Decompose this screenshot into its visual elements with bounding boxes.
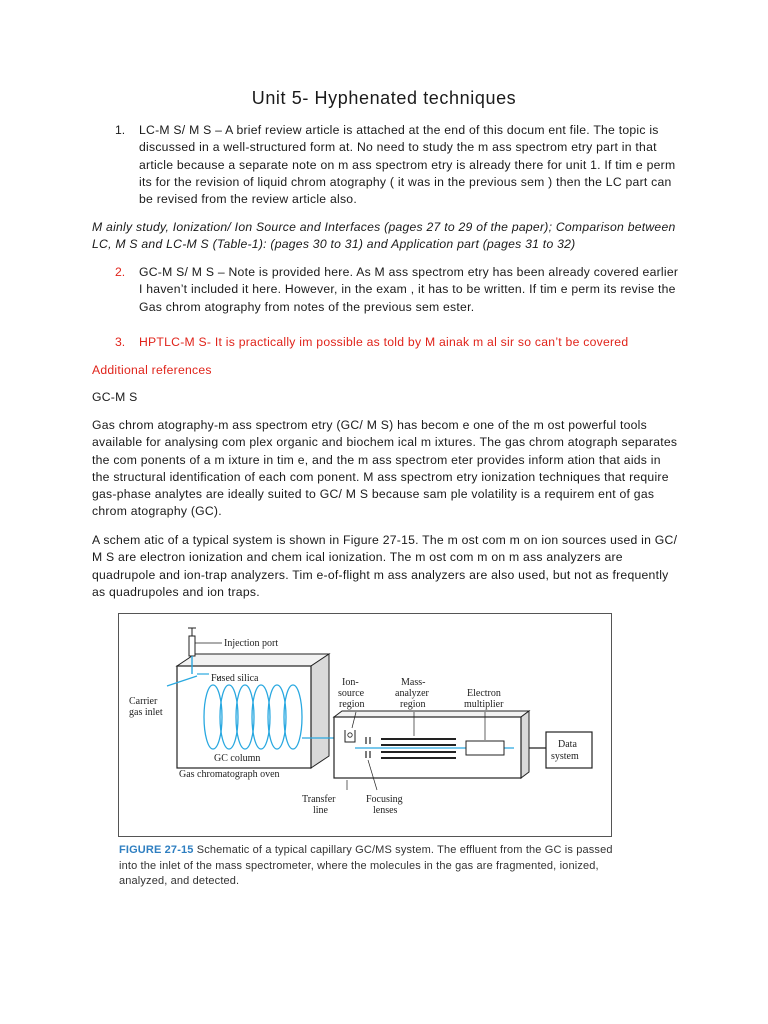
label-electron-2: multiplier [464,699,504,710]
additional-references-heading: Additional references [92,363,212,377]
label-mass-analyzer-3: region [400,699,426,710]
gcms-paragraph-1: Gas chrom atography-m ass spectrom etry (GC/ M S) has becom e one of the m ost powerful tools available for analysing com plex organic and biochem ical m ixtures. The gas chrom atograph separates the com ponents of a m ixture in tim e, and the m ass spectrom eter provides inform ation that aids in the structural identification of each com ponent. M ass spectrom etry ionization techniques that require gas-phase analytes are ideally suited to GC/ M S because sam ple volatility is a requirem ent of gas chrom atography (GC). [92,418,678,519]
electron-multiplier-icon [466,741,504,755]
data-system-box [546,732,592,768]
figure-caption [119,843,619,890]
label-gc-oven: Gas chromatograph oven [179,769,280,780]
label-focusing-2: lenses [373,805,398,816]
label-electron-1: Electron [467,688,501,699]
item-1-text: LC-M S/ M S – A brief review article is attached at the end of this docum ent file. The topic is discussed in a well-structured form at. No need to study the m ass spectrom etry part in that article because a separate note on m ass spectrom etry is already there for unit 1. If tim e perm its for the revision of liquid chrom atography ( it was in the previous sem ) then the LC part can be revised from the review article also. [139,123,676,207]
label-carrier: Carrier [129,696,158,707]
study-note: M ainly study, Ionization/ Ion Source and Interfaces (pages 27 to 29 of the paper); Comparison between LC, M S and LC-M S (Table-1): (pages 30 to 31) and Application part (pages 31 to 32) [92,220,676,252]
label-gc-column: GC column [214,753,261,764]
label-focusing-1: Focusing [366,794,403,805]
figure-caption-text: Schematic of a typical capillary GC/MS system. The effluent from the GC is passed into the inlet of the mass spectrometer, where the molecules in the gas are fragmented, ionized, analyzed, and detected. [119,844,613,887]
label-data-1: Data [558,739,577,750]
label-injection-port: Injection port [224,638,279,649]
label-ion-source-1: Ion- [342,677,359,688]
item-1-number: 1. [115,123,126,137]
item-3-text: HPTLC-M S- It is practically im possible as told by M ainak m al sir so can’t be covered [139,335,629,349]
label-mass-analyzer-2: analyzer [395,688,429,699]
gcms-heading: GC-M S [92,390,138,404]
page-title: Unit 5- Hyphenated techniques [251,88,517,108]
label-transfer-2: line [313,805,328,816]
label-data-2: system [551,751,579,762]
label-ion-source-3: region [339,699,365,710]
label-transfer-1: Transfer [302,794,336,805]
gcms-schematic-drawing [119,614,611,836]
gc-oven [177,654,329,768]
label-mass-analyzer-1: Mass- [401,677,426,688]
gcms-paragraph-2: A schem atic of a typical system is shown in Figure 27-15. The m ost com m on ion sources used in GC/ M S are electron ionization and chem ical ionization. The m ost com m on m ass analyzers are quadrupole and ion-trap analyzers. Tim e-of-flight m ass analyzers are also used, but not as frequently as quadrupoles and ion traps. [92,533,678,599]
label-ion-source-2: source [338,688,365,699]
item-2-number: 2. [115,265,126,279]
label-gas-inlet: gas inlet [129,707,163,718]
label-fused-silica: Fused silica [211,673,259,684]
item-2-text: GC-M S/ M S – Note is provided here. As M ass spectrom etry has been already covered earlier I haven’t included it here. However, in the exam , it has to be written. If tim e perm its revise the Gas chrom atography from notes of the previous sem ester. [139,265,679,314]
figure-caption-label: FIGURE 27-15 [119,844,194,856]
item-3-number: 3. [115,335,126,349]
gcms-schematic-figure [118,613,612,837]
